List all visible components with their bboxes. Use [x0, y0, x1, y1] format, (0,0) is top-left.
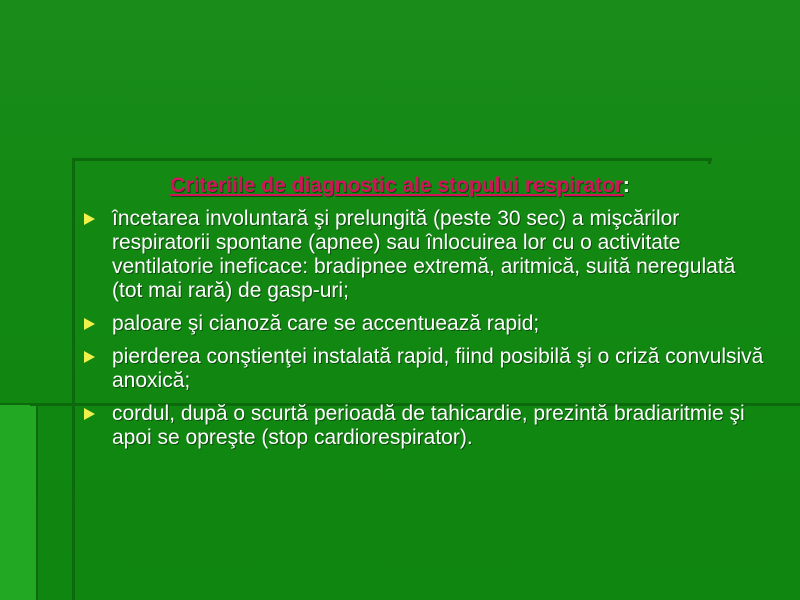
- triangle-bullet-icon: [84, 213, 95, 225]
- bullet-text: cordul, după o scurtă perioadă de tahicardie, prezintă bradiaritmie şi apoi se opreşte (stop cardiorespirator).: [112, 402, 745, 449]
- bullet-text: încetarea involuntară şi prelungită (peste 30 sec) a mişcărilor respiratorii spontane (apnee) sau înlocuirea lor cu o activitate ventilatorie ineficace: bradipnee extremă, aritmică, suită neregulată (tot mai rară) de gasp-uri;: [112, 207, 736, 302]
- triangle-bullet-icon: [84, 408, 95, 420]
- bullet-item: [84, 345, 764, 393]
- bullet-list: [84, 207, 764, 459]
- bullet-item: [84, 402, 764, 450]
- triangle-bullet-icon: [84, 318, 95, 330]
- decorative-vertical-line: [72, 158, 75, 600]
- decorative-left-panel: [0, 403, 38, 600]
- slide-title-text: Criteriile de diagnostic ale stopului respirator: [170, 174, 623, 197]
- bullet-text: pierderea conştienţei instalată rapid, fiind posibilă şi o criză convulsivă anoxică;: [112, 345, 764, 392]
- bullet-item: [84, 312, 764, 336]
- triangle-bullet-icon: [84, 351, 95, 363]
- slide-title-colon: :: [622, 174, 630, 197]
- decorative-top-line: [72, 158, 712, 161]
- bullet-item: [84, 207, 764, 303]
- bullet-text: paloare şi cianoză care se accentuează rapid;: [112, 312, 540, 335]
- slide-title: [80, 174, 720, 198]
- decorative-right-tick: [708, 158, 711, 164]
